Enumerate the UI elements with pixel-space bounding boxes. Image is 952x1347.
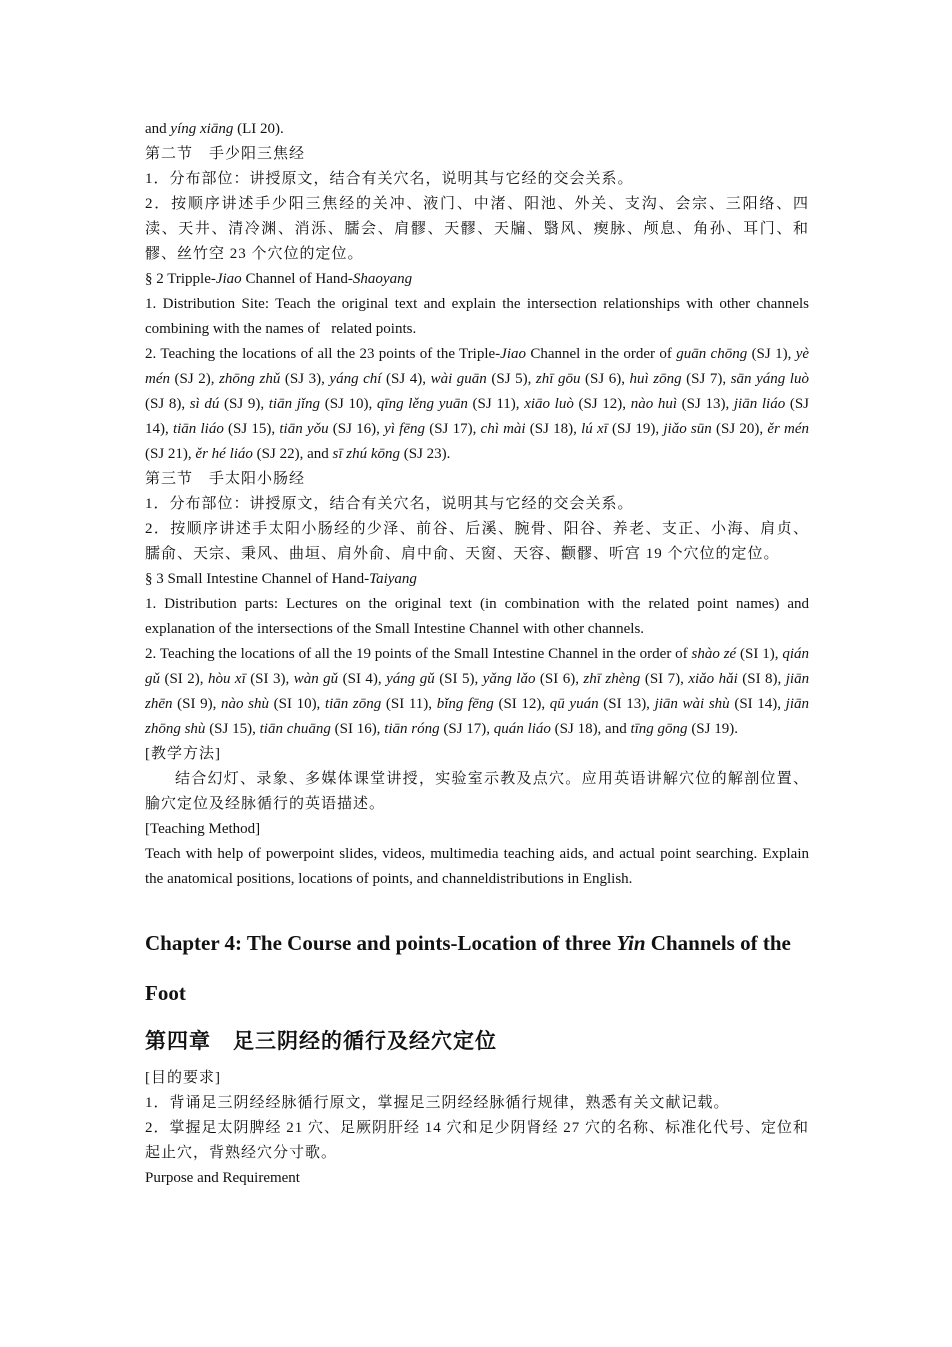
body-paragraph: Teach with help of powerpoint slides, videos, multimedia teaching aids, and actual point searching. Explain the anatomical positions, locations of points, and channeldistributions in English. [145, 846, 809, 887]
chapter-title: Chapter 4: The Course and points-Location of three Yin Channels of the Foot [145, 931, 791, 1005]
body-paragraph: 第二节 手少阳三焦经 [145, 146, 306, 162]
requirements-paragraph: Purpose and Requirement [145, 1170, 300, 1186]
body-paragraph: 1．分布部位：讲授原文，结合有关穴名，说明其与它经的交会关系。 [145, 171, 634, 187]
body-paragraph: 1. Distribution parts: Lectures on the original text (in combination with the related point names) and explanation of the intersections of the Small Intestine Channel with other channels. [145, 596, 809, 637]
chapter-title-chinese: 第四章 足三阴经的循行及经穴定位 [145, 1029, 497, 1053]
body-paragraph: 第三节 手太阳小肠经 [145, 471, 306, 487]
body-paragraph: [教学方法] [145, 746, 221, 762]
body-paragraph: 2. Teaching the locations of all the 19 points of the Small Intestine Channel in the order of shào zé (SI 1), qián gǔ (SI 2), hòu xī (SI 3), wàn gǔ (SI 4), yáng gǔ (SI 5), yǎng lǎo (SI 6), zhī zhèng (SI 7), xiǎo hǎi (SI 8), jiān zhēn (SI 9), nào shù (SI 10), tiān zōng (SI 11), bǐng fēng (SI 12), qū yuán (SI 13), jiān wài shù (SI 14), jiān zhōng shù (SJ 15), tiān chuāng (SI 16), tiān róng (SJ 17), quán liáo (SJ 18), and tīng gōng (SJ 19). [145, 646, 810, 737]
body-paragraph: 结合幻灯、录象、多媒体课堂讲授，实验室示教及点穴。应用英语讲解穴位的解剖位置、腧穴定位及经脉循行的英语描述。 [145, 771, 809, 812]
requirements-paragraph: 1．背诵足三阴经经脉循行原文，掌握足三阴经经脉循行规律，熟悉有关文献记载。 [145, 1095, 730, 1111]
body-paragraph: 2. Teaching the locations of all the 23 points of the Triple-Jiao Channel in the order of guān chōng (SJ 1), yè mén (SJ 2), zhōng zhǔ (SJ 3), yáng chí (SJ 4), wài guān (SJ 5), zhī gōu (SJ 6), huì zōng (SJ 7), sān yáng luò (SJ 8), sì dú (SJ 9), tiān jǐng (SJ 10), qīng lěng yuān (SJ 11), xiāo luò (SJ 12), nào huì (SJ 13), jiān liáo (SJ 14), tiān liáo (SJ 15), tiān yǒu (SJ 16), yì fēng (SJ 17), chì mài (SJ 18), lú xī (SJ 19), jiǎo sūn (SJ 20), ěr mén (SJ 21), ěr hé liáo (SJ 22), and sī zhú kōng (SJ 23). [145, 346, 810, 462]
body-paragraph: [Teaching Method] [145, 821, 261, 837]
body-paragraph: 2．按顺序讲述手太阳小肠经的少泽、前谷、后溪、腕骨、阳谷、养老、支正、小海、肩贞、臑俞、天宗、秉风、曲垣、肩外俞、肩中俞、天窗、天容、颧髎、听宫 19 个穴位的定位。 [145, 521, 809, 562]
body-paragraph: 2．按顺序讲述手少阳三焦经的关冲、液门、中渚、阳池、外关、支沟、会宗、三阳络、四渎、天井、清冷渊、消泺、臑会、肩髎、天髎、天牖、翳风、瘈脉、颅息、角孙、耳门、和髎、丝竹空 23 个穴位的定位。 [145, 196, 809, 262]
body-paragraph: and yíng xiāng (LI 20). [145, 121, 284, 137]
document-page [145, 117, 809, 1191]
requirements-paragraph: 2．掌握足太阴脾经 21 穴、足厥阴肝经 14 穴和足少阴肾经 27 穴的名称、标准化代号、定位和起止穴，背熟经穴分寸歌。 [145, 1120, 810, 1161]
body-paragraph: 1．分布部位：讲授原文，结合有关穴名，说明其与它经的交会关系。 [145, 496, 634, 512]
body-text [145, 117, 809, 892]
body-paragraph: § 3 Small Intestine Channel of Hand-Taiyang [145, 571, 417, 587]
body-paragraph: § 2 Tripple-Jiao Channel of Hand-Shaoyang [145, 271, 413, 287]
requirements-paragraph: [目的要求] [145, 1070, 221, 1086]
body-paragraph: 1. Distribution Site: Teach the original text and explain the intersection relationships with other channels combining with the names of related points. [145, 296, 809, 337]
requirements-text [145, 1066, 809, 1191]
